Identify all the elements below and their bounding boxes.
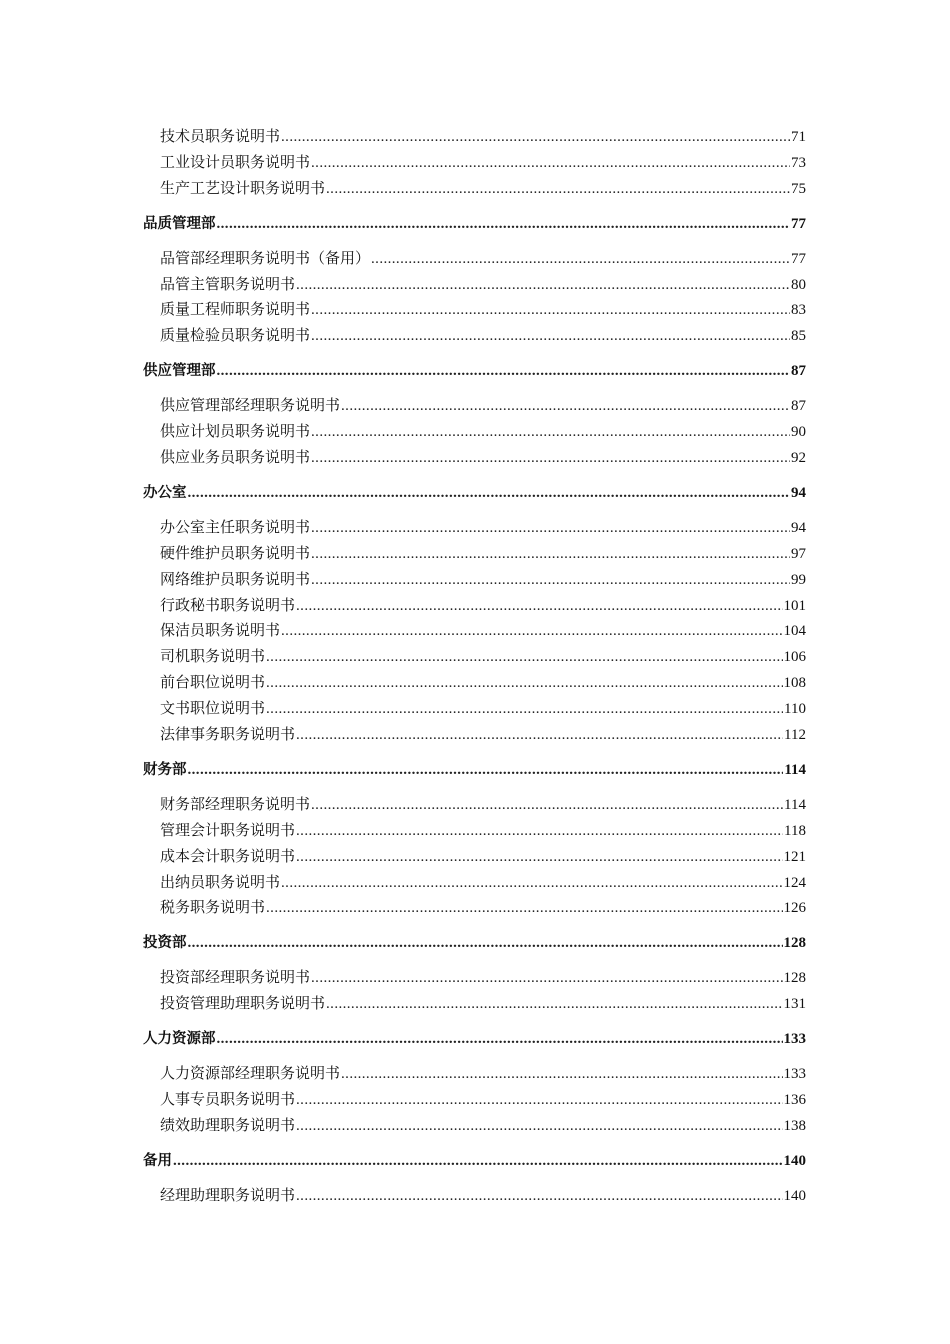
toc-page-number: 133 xyxy=(783,1066,806,1082)
dot-leader xyxy=(341,394,790,419)
toc-entry[interactable] xyxy=(143,792,806,818)
toc-entry-title: 文书职位说明书 xyxy=(160,699,266,718)
toc-page-number: 85 xyxy=(791,328,806,345)
toc-page-number: 104 xyxy=(783,623,806,640)
toc-entry-title: 人力资源部经理职务说明书 xyxy=(160,1064,341,1082)
dot-leader xyxy=(266,697,783,722)
dot-leader xyxy=(311,420,790,445)
toc-entry-title: 财务部经理职务说明书 xyxy=(160,794,311,813)
toc-entry[interactable] xyxy=(143,419,806,445)
toc-entry[interactable] xyxy=(143,393,806,419)
toc-page-number: 92 xyxy=(791,449,806,466)
toc-entry[interactable] xyxy=(143,644,806,670)
toc-entry[interactable] xyxy=(143,272,806,298)
dot-leader xyxy=(326,992,782,1017)
toc-page-number: 136 xyxy=(783,1091,806,1108)
toc-section-heading[interactable] xyxy=(143,1149,806,1174)
dot-leader xyxy=(296,819,783,844)
toc-entry[interactable] xyxy=(143,150,806,176)
toc-entry[interactable] xyxy=(143,593,806,619)
dot-leader xyxy=(296,1114,782,1139)
toc-entry[interactable] xyxy=(143,844,806,870)
toc-page-number: 140 xyxy=(783,1187,806,1204)
toc-page-number: 97 xyxy=(791,545,806,562)
toc-page-number: 118 xyxy=(784,822,806,839)
toc-entry-title: 投资部 xyxy=(143,935,187,952)
toc-entry-title: 质量检验员职务说明书 xyxy=(160,326,311,345)
toc-page-number: 114 xyxy=(784,761,806,778)
toc-entry[interactable] xyxy=(143,445,806,471)
dot-leader xyxy=(296,594,782,619)
toc-entry[interactable] xyxy=(143,965,806,991)
toc-page-number: 75 xyxy=(791,180,806,197)
toc-page-number: 124 xyxy=(783,874,806,891)
toc-page-number: 77 xyxy=(791,215,806,232)
dot-leader xyxy=(296,1184,782,1209)
toc-entry[interactable] xyxy=(143,176,806,202)
toc-entry[interactable] xyxy=(143,895,806,921)
toc-entry-title: 行政秘书职务说明书 xyxy=(160,595,296,614)
toc-entry[interactable] xyxy=(143,1113,806,1139)
dot-leader xyxy=(296,845,782,870)
dot-leader xyxy=(266,671,782,696)
toc-entry-title: 生产工艺设计职务说明书 xyxy=(160,178,326,197)
toc-section-heading[interactable] xyxy=(143,359,806,384)
toc-section-heading[interactable] xyxy=(143,481,806,506)
toc-page-number: 73 xyxy=(791,154,806,171)
dot-leader xyxy=(341,1062,782,1087)
toc-entry[interactable] xyxy=(143,670,806,696)
dot-leader xyxy=(281,125,790,150)
toc-entry-title: 税务职务说明书 xyxy=(160,898,266,917)
toc-section-heading[interactable] xyxy=(143,758,806,783)
toc-entry-title: 办公室 xyxy=(143,484,187,501)
dot-leader xyxy=(311,151,790,176)
toc-entry-title: 法律事务职务说明书 xyxy=(160,725,296,744)
toc-entry[interactable] xyxy=(143,722,806,748)
toc-page-number: 94 xyxy=(791,484,806,501)
toc-entry-title: 品质管理部 xyxy=(143,215,216,232)
toc-entry-title: 网络维护员职务说明书 xyxy=(160,569,311,588)
toc-entry-title: 管理会计职务说明书 xyxy=(160,820,296,839)
toc-entry[interactable] xyxy=(143,515,806,541)
toc-entry-title: 办公室主任职务说明书 xyxy=(160,517,311,536)
toc-entry-title: 工业设计员职务说明书 xyxy=(160,152,311,171)
toc-entry-title: 成本会计职务说明书 xyxy=(160,846,296,865)
dot-leader xyxy=(173,1149,783,1174)
toc-page-number: 101 xyxy=(783,597,806,614)
dot-leader xyxy=(281,619,782,644)
toc-page-number: 112 xyxy=(784,727,806,744)
dot-leader xyxy=(371,247,790,272)
toc-section-heading[interactable] xyxy=(143,931,806,956)
toc-page-number: 128 xyxy=(783,935,806,952)
toc-page-number: 108 xyxy=(783,675,806,692)
dot-leader xyxy=(188,931,783,956)
toc-entry-title: 投资管理助理职务说明书 xyxy=(160,994,326,1013)
dot-leader xyxy=(266,896,782,921)
toc-entry-title: 供应管理部经理职务说明书 xyxy=(160,396,341,415)
toc-entry-title: 技术员职务说明书 xyxy=(160,127,281,145)
toc-page-number: 77 xyxy=(791,250,806,267)
toc-entry-title: 硬件维护员职务说明书 xyxy=(160,543,311,562)
toc-entry[interactable] xyxy=(143,870,806,896)
dot-leader xyxy=(311,298,790,323)
toc-page-number: 83 xyxy=(791,302,806,319)
toc-page-number: 138 xyxy=(783,1117,806,1134)
toc-entry-title: 质量工程师职务说明书 xyxy=(160,300,311,319)
dot-leader xyxy=(311,793,783,818)
dot-leader xyxy=(311,966,782,991)
toc-entry-title: 绩效助理职务说明书 xyxy=(160,1115,296,1134)
toc-entry-title: 人事专员职务说明书 xyxy=(160,1089,296,1108)
toc-entry[interactable] xyxy=(143,297,806,323)
toc-page-number: 106 xyxy=(783,649,806,666)
toc-entry-title: 人力资源部 xyxy=(143,1031,216,1048)
toc-entry[interactable] xyxy=(143,1183,806,1209)
dot-leader xyxy=(326,177,790,202)
toc-page-number: 133 xyxy=(783,1031,806,1048)
dot-leader xyxy=(188,481,791,506)
toc-page-number: 71 xyxy=(791,129,806,145)
dot-leader xyxy=(311,324,790,349)
toc-entry-title: 投资部经理职务说明书 xyxy=(160,968,311,987)
toc-entry[interactable] xyxy=(143,696,806,722)
toc-page-number: 131 xyxy=(783,996,806,1013)
dot-leader xyxy=(296,1088,782,1113)
toc-entry[interactable] xyxy=(143,1087,806,1113)
toc-section-heading[interactable] xyxy=(143,1027,806,1052)
toc-entry-title: 供应管理部 xyxy=(143,363,216,380)
dot-leader xyxy=(296,273,790,298)
toc-entry[interactable] xyxy=(143,1061,806,1087)
toc-page-number: 94 xyxy=(791,519,806,536)
dot-leader xyxy=(217,212,791,237)
toc-entry[interactable] xyxy=(143,818,806,844)
dot-leader xyxy=(217,359,791,384)
toc-entry[interactable] xyxy=(143,991,806,1017)
toc-entry-title: 经理助理职务说明书 xyxy=(160,1185,296,1204)
toc-entry[interactable] xyxy=(143,323,806,349)
dot-leader xyxy=(311,542,790,567)
toc-entry-title: 财务部 xyxy=(143,761,187,778)
toc-page-number: 121 xyxy=(783,848,806,865)
table-of-contents xyxy=(143,124,806,1209)
dot-leader xyxy=(311,446,790,471)
toc-page-number: 126 xyxy=(783,900,806,917)
toc-entry-title: 备用 xyxy=(143,1152,172,1169)
dot-leader xyxy=(281,871,782,896)
toc-entry-title: 保洁员职务说明书 xyxy=(160,621,281,640)
toc-page-number: 114 xyxy=(784,796,806,813)
toc-page-number: 99 xyxy=(791,571,806,588)
toc-page-number: 90 xyxy=(791,424,806,441)
toc-section-heading[interactable] xyxy=(143,212,806,237)
toc-page-number: 87 xyxy=(791,398,806,415)
toc-entry[interactable] xyxy=(143,124,806,150)
toc-page-number: 110 xyxy=(784,701,806,718)
dot-leader xyxy=(296,723,783,748)
toc-entry[interactable] xyxy=(143,567,806,593)
dot-leader xyxy=(266,645,782,670)
toc-entry[interactable] xyxy=(143,541,806,567)
toc-entry-title: 供应业务员职务说明书 xyxy=(160,447,311,466)
toc-page-number: 128 xyxy=(783,970,806,987)
toc-entry[interactable] xyxy=(143,618,806,644)
toc-entry-title: 出纳员职务说明书 xyxy=(160,872,281,891)
dot-leader xyxy=(217,1027,783,1052)
toc-entry-title: 供应计划员职务说明书 xyxy=(160,422,311,441)
toc-page-number: 80 xyxy=(791,276,806,293)
dot-leader xyxy=(311,568,790,593)
dot-leader xyxy=(188,758,784,783)
toc-entry-title: 司机职务说明书 xyxy=(160,647,266,666)
toc-entry[interactable] xyxy=(143,246,806,272)
toc-entry-title: 品管主管职务说明书 xyxy=(160,274,296,293)
toc-page-number: 140 xyxy=(783,1152,806,1169)
toc-entry-title: 前台职位说明书 xyxy=(160,673,266,692)
dot-leader xyxy=(311,516,790,541)
toc-page-number: 87 xyxy=(791,363,806,380)
toc-entry-title: 品管部经理职务说明书（备用） xyxy=(160,248,371,267)
